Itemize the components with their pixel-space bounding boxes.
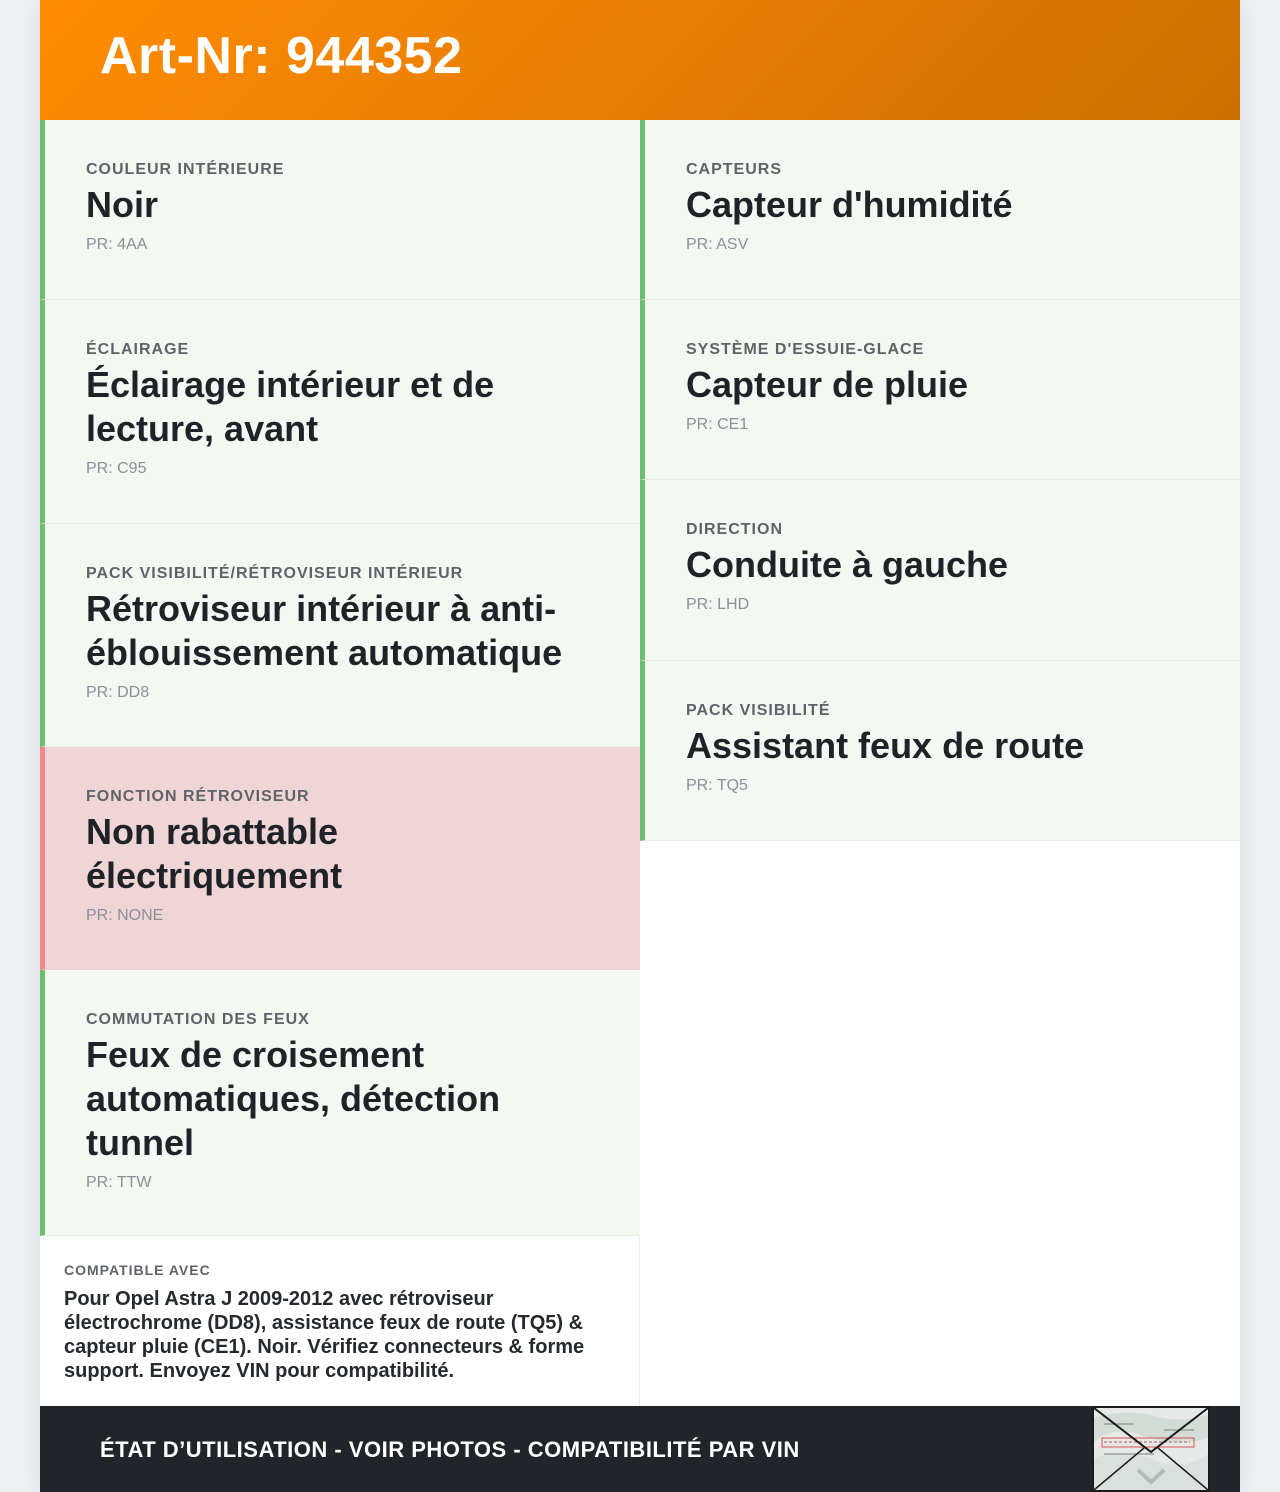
feature-value: Assistant feux de route [686, 725, 1085, 766]
feature-category: PACK VISIBILITÉ/RÉTROVISEUR INTÉRIEUR [86, 565, 464, 582]
feature-value: Feux de croisement automatiques, détection tunnel [86, 1034, 501, 1163]
feature-pr-code: PR: TTW [86, 1174, 152, 1191]
feature-value: Capteur de pluie [686, 364, 969, 405]
registration-document-graphic [1094, 1408, 1208, 1490]
features-column-left [40, 120, 640, 1236]
feature-pr-code: PR: C95 [86, 460, 147, 477]
feature-pr-code: PR: 4AA [86, 236, 148, 253]
feature-pr-code: PR: NONE [86, 907, 164, 924]
feature-category: CAPTEURS [686, 161, 783, 178]
document-thumbnail-icon[interactable] [1092, 1406, 1210, 1492]
feature-category: COMMUTATION DES FEUX [86, 1011, 310, 1028]
feature-value: Non rabattable électriquement [86, 811, 343, 896]
feature-pr-code: PR: TQ5 [686, 777, 748, 794]
feature-card [640, 300, 1240, 480]
feature-card [40, 120, 640, 300]
feature-pr-code: PR: DD8 [86, 684, 150, 701]
feature-category: FONCTION RÉTROVISEUR [86, 788, 310, 805]
article-number-title: Art-Nr: 944352 [100, 27, 463, 85]
feature-card [40, 300, 640, 524]
feature-card [640, 661, 1240, 841]
feature-card [40, 970, 640, 1236]
spec-sheet [40, 0, 1240, 1492]
feature-card-negative [40, 747, 640, 970]
footer-bar [40, 1406, 1240, 1492]
feature-value: Capteur d'humidité [686, 184, 1013, 225]
feature-category: ÉCLAIRAGE [86, 341, 190, 358]
feature-pr-code: PR: LHD [686, 596, 750, 613]
feature-card [40, 524, 640, 747]
feature-value: Éclairage intérieur et de lecture, avant [86, 364, 495, 449]
compatibility-text: Pour Opel Astra J 2009-2012 avec rétroviseur électrochrome (DD8), assistance feux de route (TQ5) & capteur pluie (CE1). Noir. Vérifiez connecteurs & forme support. Envoyez VIN pour compatibilité. [64, 1288, 585, 1382]
feature-value: Conduite à gauche [686, 544, 1009, 585]
feature-category: SYSTÈME D'ESSUIE-GLACE [686, 341, 925, 358]
feature-pr-code: PR: CE1 [686, 416, 749, 433]
feature-value: Rétroviseur intérieur à anti-éblouissement automatique [86, 588, 563, 673]
feature-pr-code: PR: ASV [686, 236, 749, 253]
feature-category: COULEUR INTÉRIEURE [86, 161, 285, 178]
feature-category: DIRECTION [686, 521, 783, 538]
feature-category: PACK VISIBILITÉ [686, 702, 831, 719]
compatibility-label: COMPATIBLE AVEC [64, 1262, 211, 1278]
feature-card [640, 120, 1240, 300]
compatibility-section [40, 1236, 640, 1406]
features-column-right [640, 120, 1240, 841]
header-bar [40, 0, 1240, 120]
footer-text: ÉTAT D’UTILISATION - VOIR PHOTOS - COMPATIBILITÉ PAR VIN [100, 1437, 800, 1462]
feature-value: Noir [86, 184, 158, 225]
feature-card [640, 480, 1240, 661]
